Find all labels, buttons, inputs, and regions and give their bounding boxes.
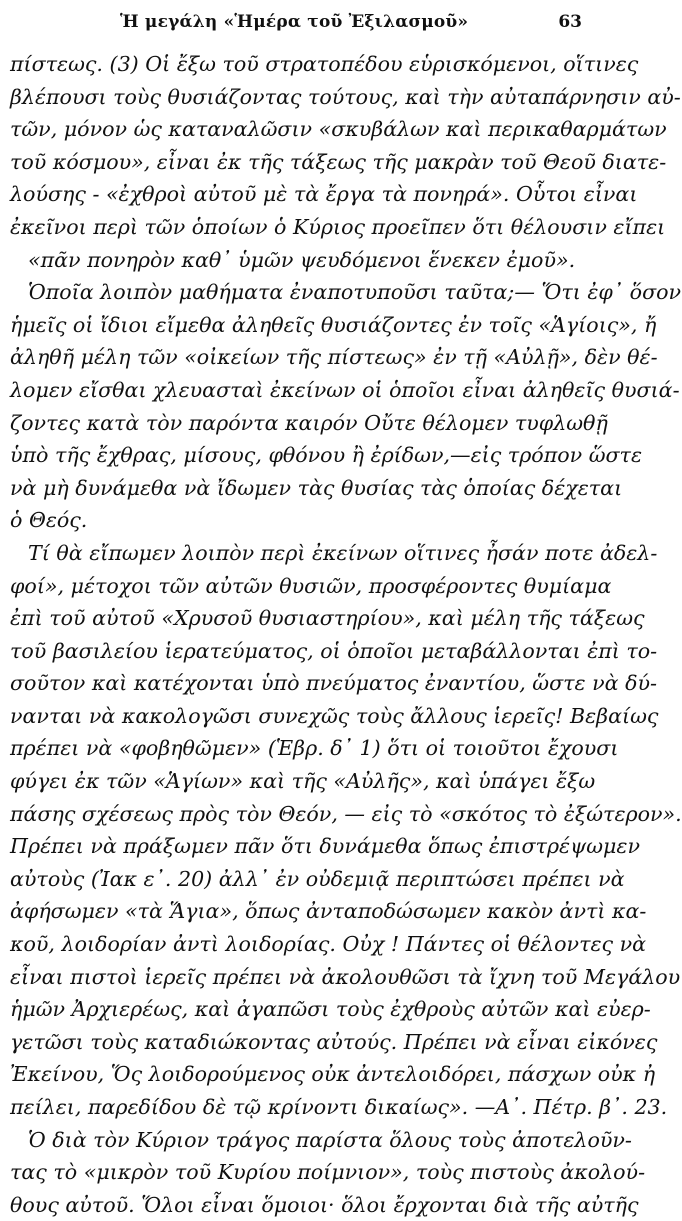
text-line: Ἐκείνου, Ὅς λοιδορούμενος οὐκ ἀντελοιδόρει, πάσχων οὐκ ἠ (10, 1062, 656, 1087)
text-line: Τί θὰ εἴπωμεν λοιπὸν περὶ ἐκείνων οἵτινες ἦσάν ποτε ἀδελ- (28, 540, 658, 565)
text-line: «πᾶν πονηρὸν καθ᾽ ὑμῶν ψευδόμενοι ἕνεκεν ἐμοῦ». (28, 247, 576, 272)
running-header (10, 12, 586, 42)
text-line: Ὁποῖα λοιπὸν μαθήματα ἐναποτυποῦσι ταῦτα;— Ὅτι ἐφ᾽ ὅσον (28, 280, 682, 305)
text-line: νανται νὰ κακολογῶσι συνεχῶς τοὺς ἄλλους ἱερεῖς! Βεβαίως (10, 703, 659, 728)
text-line: ὑπὸ τῆς ἔχθρας, μίσους, φθόνου ἢ ἐρίδων,—εἰς τρόπον ὥστε (10, 443, 643, 468)
text-line: ἡμεῖς οἱ ἴδιοι εἴμεθα ἀληθεῖς θυσιάζοντες ἐν τοῖς «Ἁγίοις», ἤ (10, 312, 657, 337)
text-line: τας τὸ «μικρὸν τοῦ Κυρίου ποίμνιον», τοὺς πιστοὺς ἀκολού- (10, 1160, 646, 1185)
text-line: τῶν, μόνον ὡς καταναλῶσιν «σκυβάλων καὶ περικαθαρμάτων (10, 117, 667, 142)
text-line: πάσης σχέσεως πρὸς τὸν Θεόν, — εἰς τὸ «σκότος τὸ ἐξώτερον». (10, 801, 682, 826)
text-line: γετῶσι τοὺς καταδιώκοντας αὐτούς. Πρέπει νὰ εἶναι εἰκόνες (10, 1029, 658, 1054)
text-line: σοῦτον καὶ κατέχονται ὑπὸ πνεύματος ἐναντίου, ὥστε νὰ δύ- (10, 671, 657, 696)
text-line: νὰ μὴ δυνάμεθα νὰ ἴδωμεν τὰς θυσίας τὰς ὁποίας δέχεται (10, 475, 623, 500)
text-line: εἶναι πιστοὶ ἱερεῖς πρέπει νὰ ἀκολουθῶσι τὰ ἴχνη τοῦ Μεγάλου (10, 964, 681, 989)
text-line: φύγει ἐκ τῶν «Ἁγίων» καὶ τῆς «Αὐλῆς», καὶ ὑπάγει ἔξω (10, 769, 596, 794)
text-line: αὐτοὺς (Ἰακ ε᾽. 20) ἀλλ᾽ ἐν οὐδεμιᾷ περιπτώσει πρέπει νὰ (10, 866, 625, 891)
text-line: πρέπει νὰ «φοβηθῶμεν» (Ἑβρ. δ᾽ 1) ὅτι οἱ τοιοῦτοι ἔχουσι (10, 736, 619, 761)
body-text (10, 48, 682, 1221)
text-line: λομεν εἴσθαι χλευασταὶ ἐκείνων οἱ ὁποῖοι εἶναι ἀληθεῖς θυσιά- (10, 377, 680, 402)
text-line: ὁ Θεός. (10, 508, 88, 533)
text-line: ἐπὶ τοῦ αὐτοῦ «Χρυσοῦ θυσιαστηρίου», καὶ μέλη τῆς τάξεως (10, 606, 645, 631)
text-line: φοί», μέτοχοι τῶν αὐτῶν θυσιῶν, προσφέροντες θυμίαμα (10, 573, 612, 598)
text-line: λούσης - «ἐχθροὶ αὐτοῦ μὲ τὰ ἔργα τὰ πονηρά». Οὗτοι εἶναι (10, 182, 638, 207)
text-line: Ὁ διὰ τὸν Κύριον τράγος παρίστα ὅλους τοὺς ἀποτελοῦν- (28, 1127, 632, 1152)
text-line: πείλει, παρεδίδου δὲ τῷ κρίνοντι δικαίως». —Α᾽. Πέτρ. β᾽. 23. (10, 1095, 668, 1119)
text-line: κοῦ, λοιδορίαν ἀντὶ λοιδορίας. Οὐχ ! Πάντες οἱ θέλοντες νὰ (10, 932, 647, 957)
text-line: ζοντες κατὰ τὸν παρόντα καιρόν Οὔτε θέλομεν τυφλωθῇ (10, 410, 608, 435)
text-line: τοῦ βασιλείου ἱερατεύματος, οἱ ὁποῖοι μεταβάλλονται ἐπὶ το- (10, 638, 658, 663)
text-line: πίστεως. (3) Οἱ ἔξω τοῦ στρατοπέδου εὑρισκόμενοι, οἵτινες (10, 52, 639, 76)
text-line: τοῦ κόσμου», εἶναι ἐκ τῆς τάξεως τῆς μακρὰν τοῦ Θεοῦ διατε- (10, 149, 667, 174)
text-line: βλέπουσι τοὺς θυσιάζοντας τούτους, καὶ τὴν αὐταπάρνησιν αὐ- (10, 84, 681, 109)
text-line: ἡμῶν Ἀρχιερέως, καὶ ἀγαπῶσι τοὺς ἐχθροὺς αὐτῶν καὶ εὐερ- (10, 997, 651, 1022)
text-line: ἀληθῆ μέλη τῶν «οἰκείων τῆς πίστεως» ἐν τῇ «Αὐλῇ», δὲν θέ- (10, 345, 658, 370)
running-title: Ἡ μεγάλη «Ἡμέρα τοῦ Ἐξιλασμοῦ» (120, 12, 469, 32)
text-line: ἐκεῖνοι περὶ τῶν ὁποίων ὁ Κύριος προεῖπεν ὅτι θέλουσιν εἴπει (10, 214, 666, 239)
text-line: θους αὐτοῦ. Ὅλοι εἶναι ὅμοιοι· ὅλοι ἔρχονται διὰ τῆς αὐτῆς (10, 1192, 639, 1217)
page-number: 63 (558, 12, 582, 32)
text-line: ἀφήσωμεν «τὰ Ἅγια», ὅπως ἀνταποδώσωμεν κακὸν ἀντὶ κα- (10, 899, 647, 924)
text-line: Πρέπει νὰ πράξωμεν πᾶν ὅτι δυνάμεθα ὅπως ἐπιστρέψωμεν (10, 834, 640, 859)
